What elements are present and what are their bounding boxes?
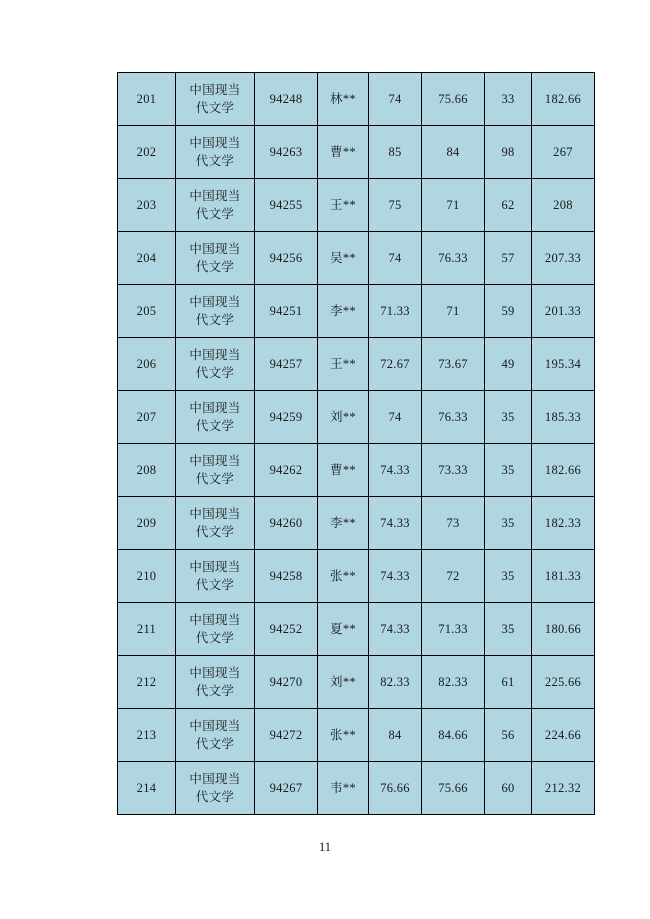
cell-score3: 57 (485, 232, 532, 285)
cell-score2: 71 (422, 179, 485, 232)
cell-score3: 49 (485, 338, 532, 391)
cell-score1: 72.67 (369, 338, 422, 391)
cell-rank: 203 (118, 179, 176, 232)
major-line-2: 代文学 (195, 101, 235, 115)
table-row (118, 73, 595, 126)
cell-exam-id: 94256 (255, 232, 318, 285)
major-line-1: 中国现当 (189, 347, 241, 362)
cell-major (176, 73, 255, 126)
cell-major (176, 762, 255, 815)
cell-name: 刘** (318, 391, 369, 444)
cell-score3: 61 (485, 656, 532, 709)
cell-rank: 213 (118, 709, 176, 762)
cell-total: 201.33 (532, 285, 595, 338)
cell-score2: 72 (422, 550, 485, 603)
cell-rank: 211 (118, 603, 176, 656)
major-line-1: 中国现当 (189, 400, 241, 415)
cell-major (176, 126, 255, 179)
cell-score3: 35 (485, 550, 532, 603)
major-line-1: 中国现当 (189, 188, 241, 203)
table-row (118, 656, 595, 709)
cell-name: 李** (318, 497, 369, 550)
cell-total: 182.66 (532, 444, 595, 497)
cell-rank: 201 (118, 73, 176, 126)
major-line-2: 代文学 (195, 419, 235, 433)
cell-score1: 74 (369, 391, 422, 444)
cell-total: 185.33 (532, 391, 595, 444)
cell-major (176, 497, 255, 550)
cell-score3: 35 (485, 603, 532, 656)
cell-rank: 214 (118, 762, 176, 815)
cell-total: 267 (532, 126, 595, 179)
cell-name: 张** (318, 550, 369, 603)
major-line-2: 代文学 (195, 472, 235, 486)
cell-exam-id: 94259 (255, 391, 318, 444)
major-line-2: 代文学 (195, 366, 235, 380)
cell-score3: 59 (485, 285, 532, 338)
cell-total: 195.34 (532, 338, 595, 391)
cell-major (176, 391, 255, 444)
major-line-1: 中国现当 (189, 453, 241, 468)
table-row (118, 550, 595, 603)
cell-score2: 71 (422, 285, 485, 338)
major-line-1: 中国现当 (189, 82, 241, 97)
cell-score1: 82.33 (369, 656, 422, 709)
table-row (118, 179, 595, 232)
cell-name: 韦** (318, 762, 369, 815)
cell-major (176, 338, 255, 391)
cell-score2: 75.66 (422, 73, 485, 126)
cell-name: 王** (318, 338, 369, 391)
cell-rank: 207 (118, 391, 176, 444)
cell-major (176, 656, 255, 709)
cell-total: 207.33 (532, 232, 595, 285)
cell-score1: 74 (369, 73, 422, 126)
cell-score3: 62 (485, 179, 532, 232)
cell-name: 曹** (318, 444, 369, 497)
cell-exam-id: 94262 (255, 444, 318, 497)
cell-name: 林** (318, 73, 369, 126)
cell-rank: 212 (118, 656, 176, 709)
cell-score2: 75.66 (422, 762, 485, 815)
cell-score1: 84 (369, 709, 422, 762)
major-line-2: 代文学 (195, 684, 235, 698)
major-line-1: 中国现当 (189, 559, 241, 574)
cell-score2: 82.33 (422, 656, 485, 709)
major-line-1: 中国现当 (189, 718, 241, 733)
cell-rank: 210 (118, 550, 176, 603)
table-row (118, 497, 595, 550)
major-line-2: 代文学 (195, 260, 235, 274)
cell-major (176, 179, 255, 232)
cell-score3: 33 (485, 73, 532, 126)
cell-score2: 71.33 (422, 603, 485, 656)
cell-total: 181.33 (532, 550, 595, 603)
major-line-2: 代文学 (195, 737, 235, 751)
table-row (118, 603, 595, 656)
cell-name: 吴** (318, 232, 369, 285)
major-line-2: 代文学 (195, 631, 235, 645)
cell-score3: 56 (485, 709, 532, 762)
cell-score1: 75 (369, 179, 422, 232)
cell-score2: 84 (422, 126, 485, 179)
major-line-1: 中国现当 (189, 771, 241, 786)
major-line-1: 中国现当 (189, 612, 241, 627)
cell-major (176, 709, 255, 762)
cell-name: 曹** (318, 126, 369, 179)
cell-exam-id: 94257 (255, 338, 318, 391)
cell-score1: 74 (369, 232, 422, 285)
major-line-1: 中国现当 (189, 294, 241, 309)
major-line-1: 中国现当 (189, 135, 241, 150)
cell-major (176, 550, 255, 603)
cell-exam-id: 94255 (255, 179, 318, 232)
cell-score3: 60 (485, 762, 532, 815)
cell-exam-id: 94263 (255, 126, 318, 179)
table-row (118, 391, 595, 444)
cell-score1: 74.33 (369, 550, 422, 603)
cell-score3: 35 (485, 444, 532, 497)
cell-score1: 76.66 (369, 762, 422, 815)
cell-name: 刘** (318, 656, 369, 709)
cell-exam-id: 94258 (255, 550, 318, 603)
cell-exam-id: 94252 (255, 603, 318, 656)
cell-score1: 74.33 (369, 444, 422, 497)
cell-total: 182.66 (532, 73, 595, 126)
major-line-2: 代文学 (195, 154, 235, 168)
table-row (118, 762, 595, 815)
cell-name: 夏** (318, 603, 369, 656)
cell-name: 张** (318, 709, 369, 762)
cell-total: 225.66 (532, 656, 595, 709)
cell-exam-id: 94270 (255, 656, 318, 709)
cell-major (176, 444, 255, 497)
cell-total: 180.66 (532, 603, 595, 656)
cell-major (176, 232, 255, 285)
cell-name: 王** (318, 179, 369, 232)
cell-name: 李** (318, 285, 369, 338)
major-line-2: 代文学 (195, 790, 235, 804)
cell-rank: 202 (118, 126, 176, 179)
cell-score2: 73.67 (422, 338, 485, 391)
major-line-2: 代文学 (195, 313, 235, 327)
cell-score1: 74.33 (369, 497, 422, 550)
score-table (117, 72, 595, 815)
table-row (118, 709, 595, 762)
cell-score2: 73.33 (422, 444, 485, 497)
cell-score1: 71.33 (369, 285, 422, 338)
major-line-2: 代文学 (195, 578, 235, 592)
cell-rank: 209 (118, 497, 176, 550)
cell-major (176, 285, 255, 338)
table-row (118, 444, 595, 497)
cell-exam-id: 94267 (255, 762, 318, 815)
cell-score1: 85 (369, 126, 422, 179)
cell-total: 212.32 (532, 762, 595, 815)
cell-score1: 74.33 (369, 603, 422, 656)
cell-rank: 208 (118, 444, 176, 497)
cell-total: 182.33 (532, 497, 595, 550)
cell-score2: 84.66 (422, 709, 485, 762)
score-table-body (118, 73, 595, 815)
major-line-2: 代文学 (195, 525, 235, 539)
cell-score2: 76.33 (422, 391, 485, 444)
cell-exam-id: 94251 (255, 285, 318, 338)
cell-rank: 204 (118, 232, 176, 285)
table-row (118, 285, 595, 338)
cell-rank: 205 (118, 285, 176, 338)
cell-exam-id: 94260 (255, 497, 318, 550)
table-row (118, 126, 595, 179)
major-line-1: 中国现当 (189, 506, 241, 521)
cell-major (176, 603, 255, 656)
major-line-2: 代文学 (195, 207, 235, 221)
major-line-1: 中国现当 (189, 241, 241, 256)
cell-exam-id: 94272 (255, 709, 318, 762)
cell-score2: 76.33 (422, 232, 485, 285)
cell-total: 208 (532, 179, 595, 232)
score-table-container (117, 72, 582, 815)
cell-score3: 35 (485, 497, 532, 550)
table-row (118, 338, 595, 391)
cell-rank: 206 (118, 338, 176, 391)
major-line-1: 中国现当 (189, 665, 241, 680)
cell-total: 224.66 (532, 709, 595, 762)
cell-score2: 73 (422, 497, 485, 550)
cell-score3: 35 (485, 391, 532, 444)
cell-exam-id: 94248 (255, 73, 318, 126)
table-row (118, 232, 595, 285)
cell-score3: 98 (485, 126, 532, 179)
page-number: 11 (318, 840, 332, 854)
